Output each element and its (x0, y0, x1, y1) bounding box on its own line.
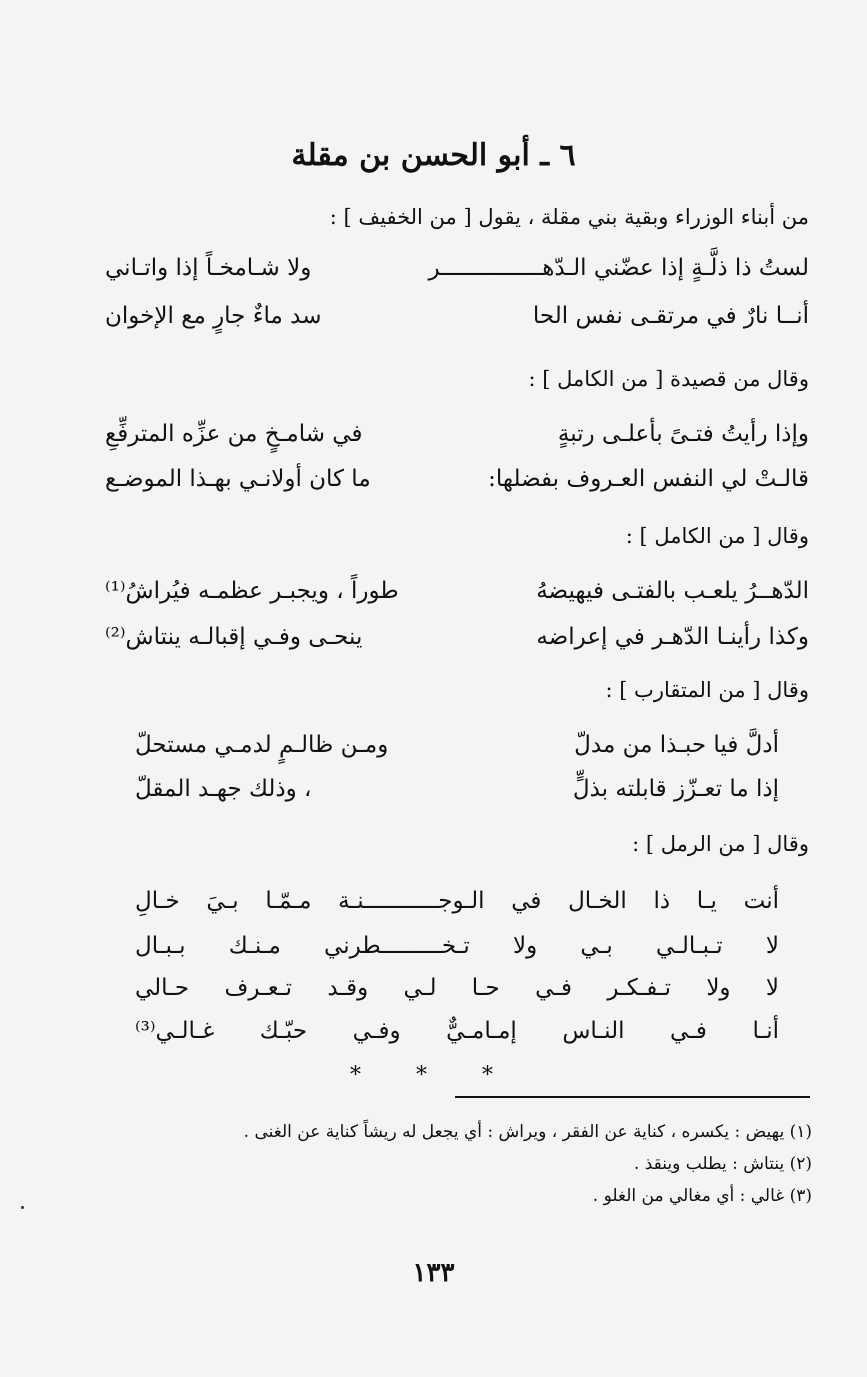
verse-second-hemistich: ، وذلك جهـد المقلّ (135, 776, 312, 802)
verse-second-hemistich: سد ماءٌ جارٍ مع الإخوان (105, 303, 322, 329)
verse-first-hemistich: وكذا رأينـا الدّهـر في إعراضه (536, 624, 809, 650)
verse-text: لا ولا تـفـكـر فـي حـا لـي وقـد تـعـرف حـالي (135, 975, 779, 1001)
verse-line (105, 624, 809, 664)
verse-line (135, 975, 779, 1015)
verse-first-hemistich: إذا ما تعـزّز قابلته بذلٍّ (572, 776, 779, 802)
page-title: ٦ ـ أبو الحسن بن مقلة (291, 138, 576, 173)
intro-text: من أبناء الوزراء وبقية بني مقلة ، يقول [ من الخفيف ] : (329, 205, 809, 229)
intro-text: وقال [ من المتقارب ] : (605, 678, 809, 702)
footnote: (٢) ينتاش : يطلب وينقذ . (633, 1154, 812, 1174)
footnote-rule (455, 1096, 810, 1098)
section-separator-stars: * * * (350, 1063, 517, 1088)
page-number: ١٣٣ (412, 1258, 455, 1288)
verse-first-hemistich: لستُ ذا ذلَّـةٍ إذا عضّني الـدّهـــــــــــــــر (428, 255, 809, 281)
verse-line (135, 732, 779, 772)
verse-second-hemistich: ومـن ظالـمٍ لدمـي مستحلّ (135, 732, 389, 758)
verse-first-hemistich: وإذا رأيتُ فتـىً بأعلـى رتبةٍ (557, 421, 809, 447)
verse-text: لا تـبـالـي بـي ولا تـخـــــــــطرني مـنـك بـبـال (135, 933, 779, 959)
footnote: (١) يهيض : يكسره ، كناية عن الفقر ، ويراش : أي يجعل له ريشاً كناية عن الغنى . (243, 1122, 812, 1142)
verse-line (105, 466, 809, 506)
verse-second-hemistich: في شامـخٍ من عزِّه المترفِّعِ (105, 421, 363, 447)
verse-line (105, 421, 809, 461)
intro-text: وقال [ من الرمل ] : (632, 832, 809, 856)
verse-first-hemistich: أنــا نارٌ في مرتقـى نفس الحا (532, 303, 809, 329)
intro-text: وقال [ من الكامل ] : (625, 524, 809, 548)
verse-first-hemistich: قالـتْ لي النفس العـروف بفضلها: (488, 466, 809, 492)
verse-line (135, 776, 779, 816)
verse-text: أنـا فـي النـاس إمـامـيٌّ وفـي حبّـك غـالـي⁽³⁾ (135, 1018, 779, 1044)
footnote: (٣) غالي : أي مغالي من الغلو . (592, 1186, 812, 1206)
intro-text: وقال من قصيدة [ من الكامل ] : (528, 367, 809, 391)
verse-line (105, 255, 809, 295)
verse-line (135, 1018, 779, 1058)
verse-line (135, 888, 779, 928)
verse-second-hemistich: طوراً ، ويجبـر عظمـه فيُراشُ⁽¹⁾ (105, 578, 399, 604)
verse-text: أنت يـا ذا الخـال في الـوجـــــــــــنـة مـمّـا بـيَ خـالِ (135, 888, 779, 914)
scan-speck (21, 1206, 24, 1209)
verse-line (105, 578, 809, 618)
verse-second-hemistich: ينحـى وفـي إقبالـه ينتاش⁽²⁾ (105, 624, 363, 650)
verse-line (105, 303, 809, 343)
verse-first-hemistich: أدلَّ فيا حبـذا من مدلّ (574, 732, 779, 758)
verse-line (135, 933, 779, 973)
verse-second-hemistich: ولا شـامخـاً إذا واتـاني (105, 255, 312, 281)
verse-second-hemistich: ما كان أولانـي بهـذا الموضـع (105, 466, 371, 492)
verse-first-hemistich: الدّهــرُ يلعـب بالفتـى فيهيضهُ (536, 578, 809, 604)
